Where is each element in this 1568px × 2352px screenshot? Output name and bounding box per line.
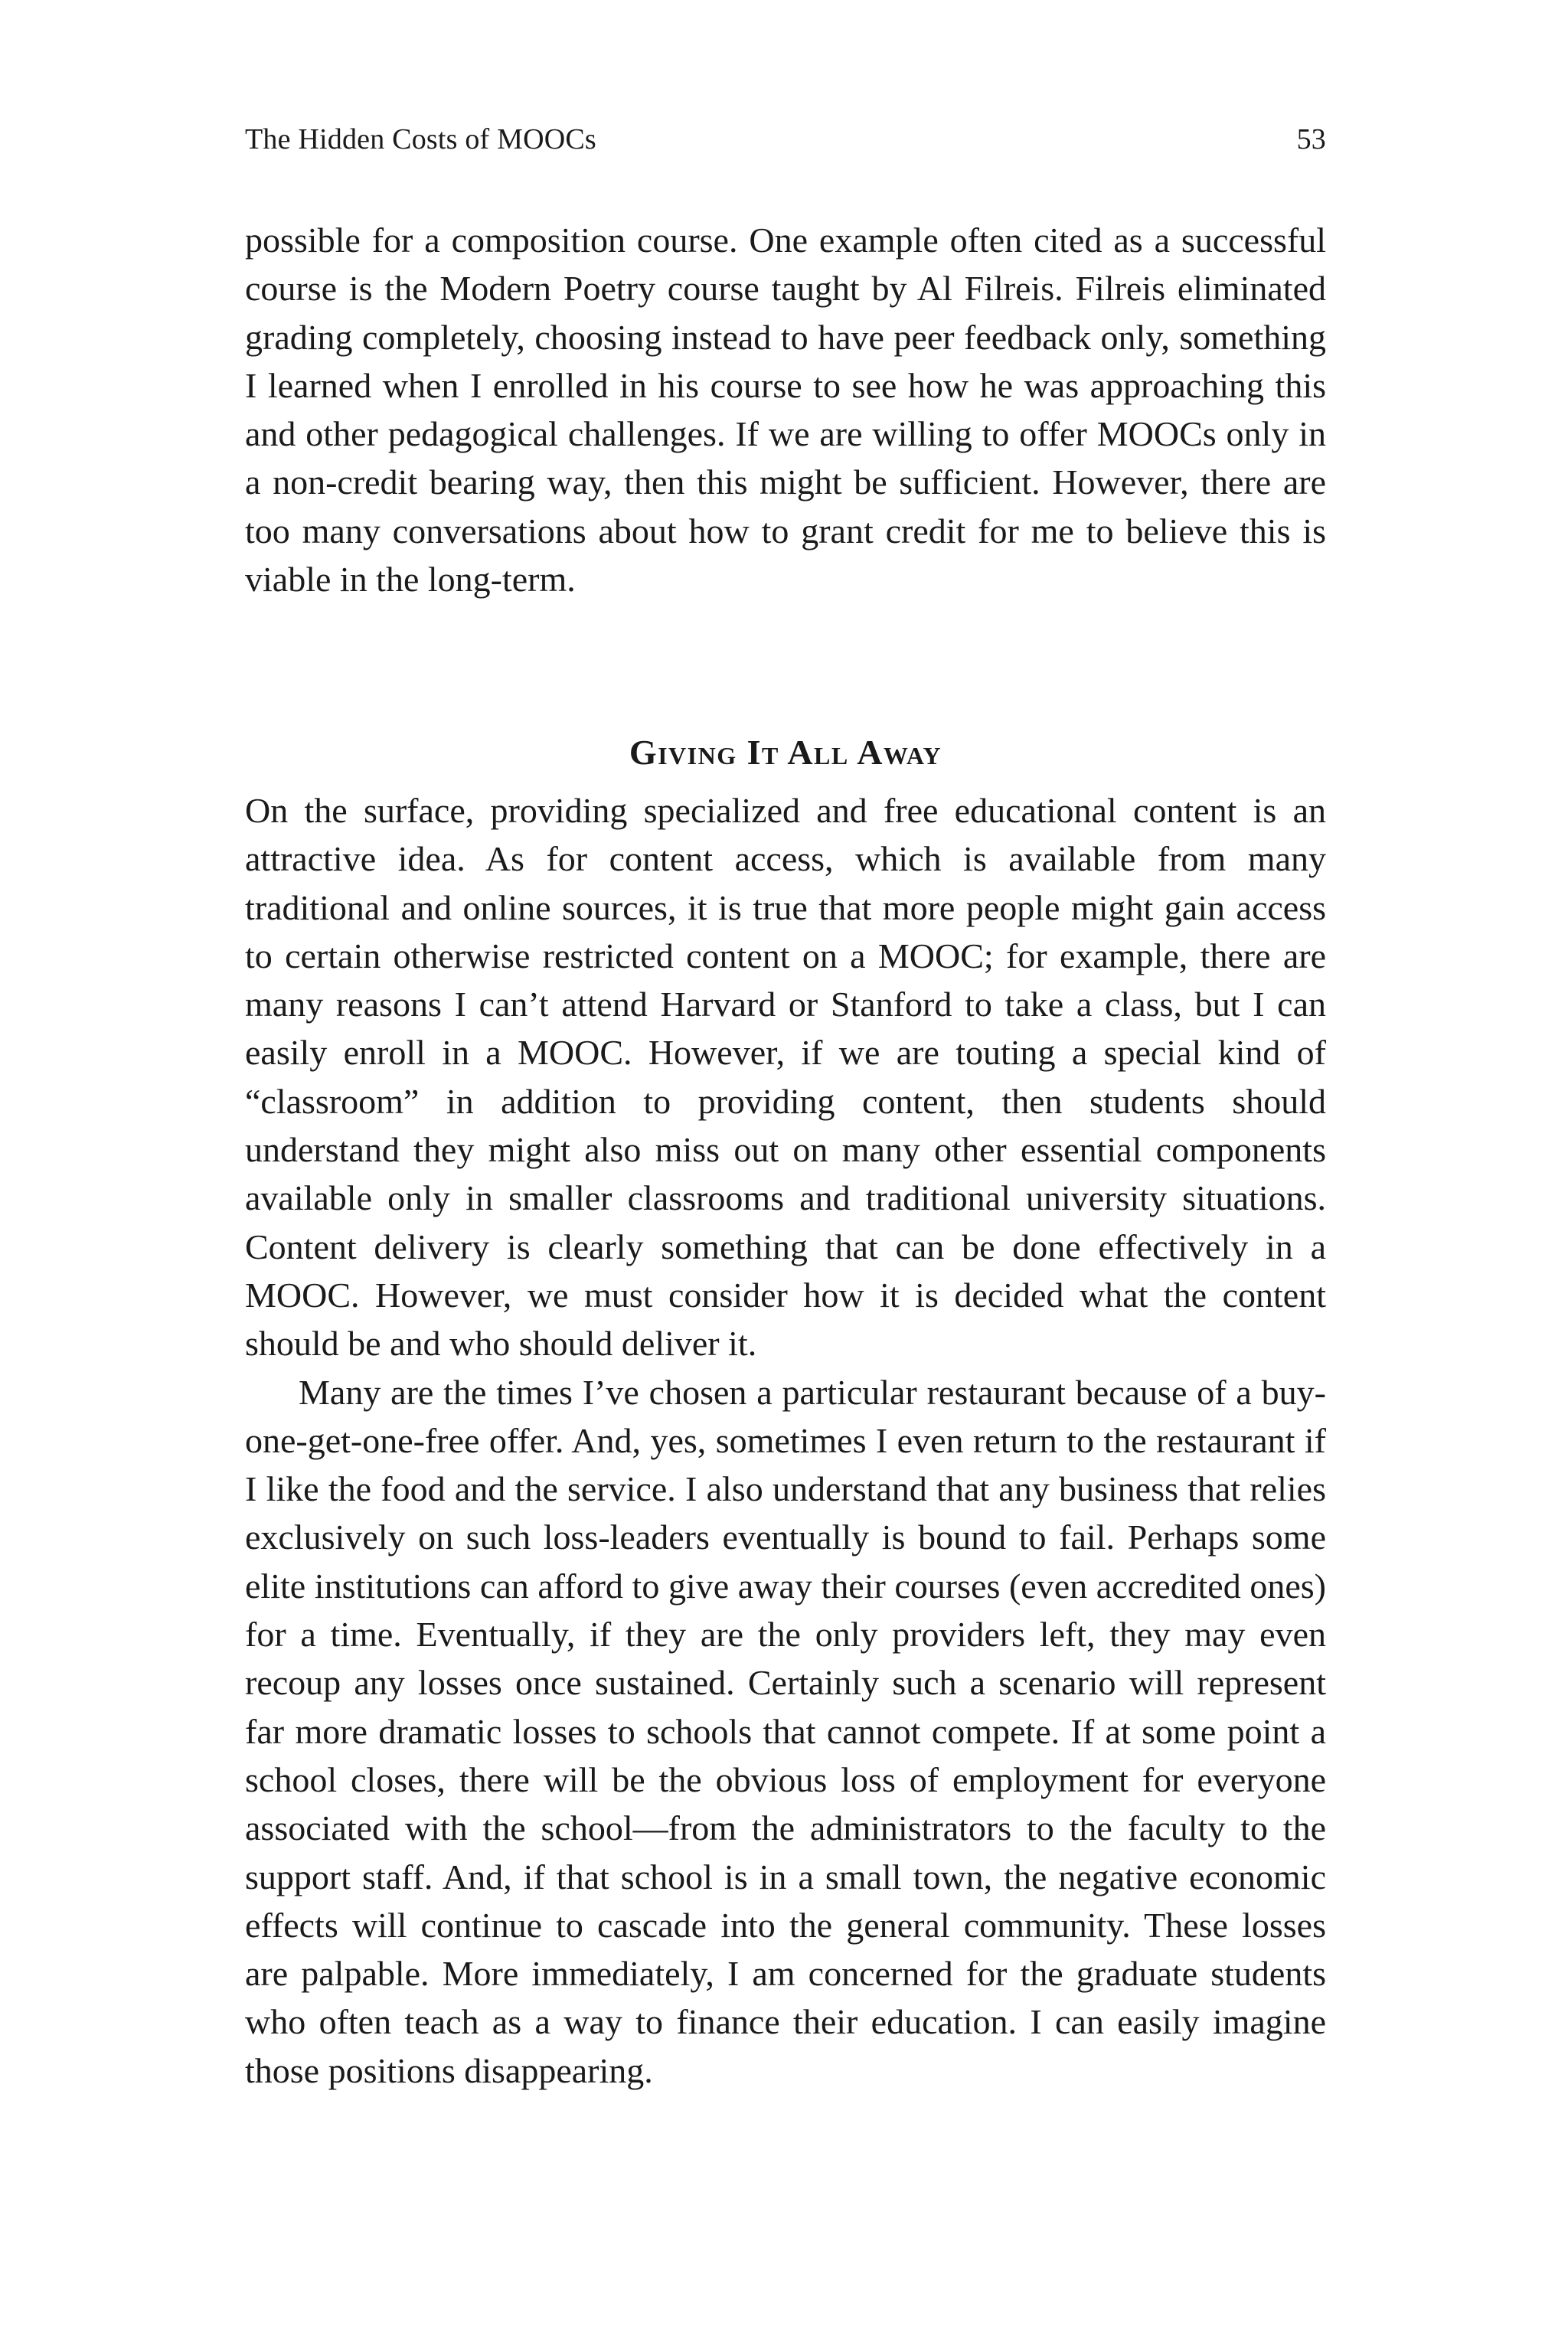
running-head-title: The Hidden Costs of MOOCs [245, 123, 596, 155]
section-text-block [245, 786, 1326, 2095]
paragraph: possible for a composition course. One example often cited as a successful course is the Modern Poetry course taught by Al Filreis. Filreis eliminated grading completely, choosing instead to have peer feedback only, something I learned when I enrolled in his course to see how he was approaching this and other pedagogical challenges. If we are willing to offer MOOCs only in a non-credit bearing way, then this might be sufficient. However, there are too many conversations about how to grant credit for me to believe this is viable in the long-term. [245, 220, 1326, 599]
running-head [245, 122, 1326, 168]
continued-text-block [245, 216, 1326, 603]
section-heading: Giving It All Away [629, 733, 942, 773]
paragraph: Many are the times I’ve chosen a particular restaurant because of a buy-one-get-one-free offer. And, yes, sometimes I even return to the restaurant if I like the food and the service. I also understand that any business that relies exclusively on such loss-leaders eventually is bound to fail. Perhaps some elite institutions can afford to give away their courses (even accredited ones) for a time. Eventually, if they are the only providers left, they may even recoup any losses once sustained. Certainly such a scenario will represent far more dramatic losses to schools that cannot compete. If at some point a school closes, there will be the obvious loss of employment for everyone associated with the school—from the administrators to the faculty to the support staff. And, if that school is in a small town, the negative economic effects will continue to cascade into the general community. These losses are palpable. More immediately, I am concerned for the graduate students who often teach as a way to finance their education. I can easily imagine those positions disappearing. [245, 1372, 1326, 2090]
page-number: 53 [1296, 123, 1326, 155]
paragraph: On the surface, providing specialized and free educational content is an attractive idea. As for content access, which is available from many traditional and online sources, it is true that more people might gain access to certain otherwise restricted content on a MOOC; for example, there are many reasons I can’t attend Harvard or Stanford to take a class, but I can easily enroll in a MOOC. However, if we are touting a special kind of “classroom” in addition to providing content, then students should understand they might also miss out on many other essential components available only in smaller classrooms and traditional university situations. Content delivery is clearly something that can be done effectively in a MOOC. However, we must consider how it is decided what the content should be and who should deliver it. [245, 791, 1326, 1364]
